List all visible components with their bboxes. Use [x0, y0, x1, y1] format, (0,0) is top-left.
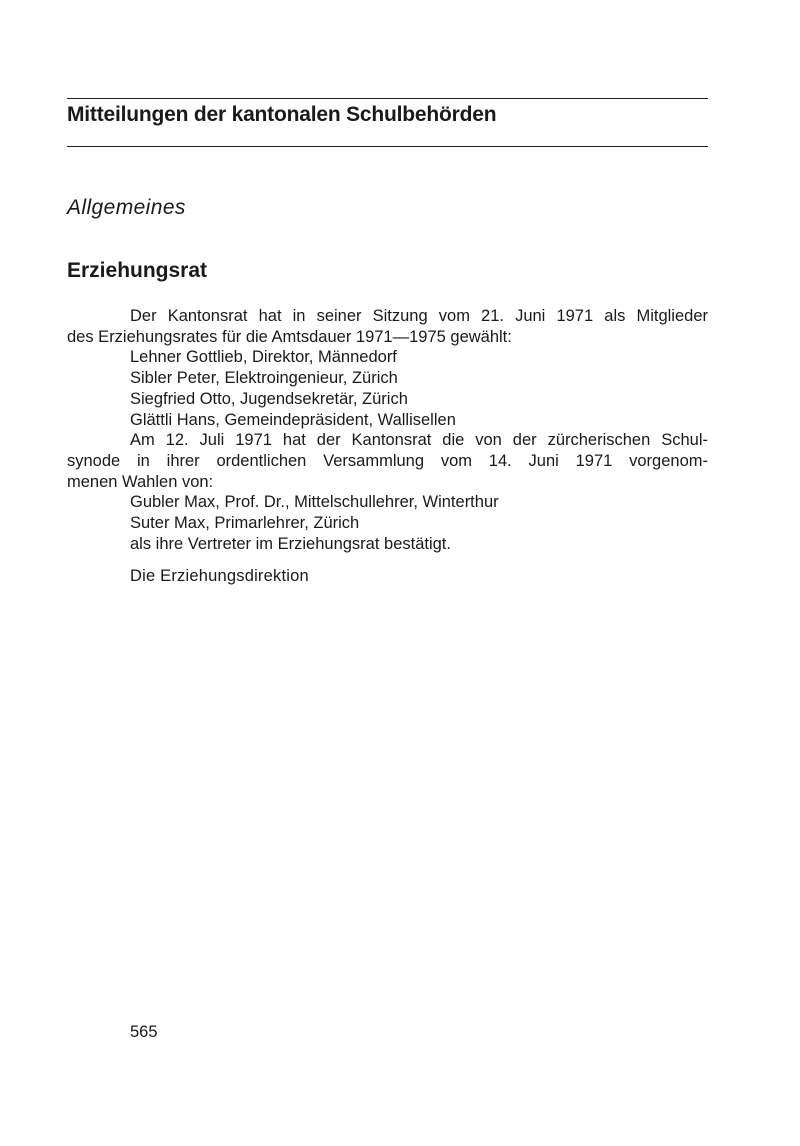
header-rule-top: [67, 98, 708, 99]
body-line: Am 12. Juli 1971 hat der Kantonsrat die von der zürcherischen Schul-: [130, 431, 708, 450]
section-label: Allgemeines: [67, 196, 186, 219]
header-title: Mitteilungen der kantonalen Schulbehörden: [67, 103, 497, 126]
member-line: Glättli Hans, Gemeindepräsident, Wallisellen: [130, 410, 456, 429]
body-line: menen Wahlen von:: [67, 472, 214, 491]
header-rule-bottom: [67, 146, 708, 147]
member-line: Suter Max, Primarlehrer, Zürich: [130, 514, 360, 533]
page-number: 565: [130, 1023, 158, 1041]
body-text: [67, 306, 708, 554]
member-line: Gubler Max, Prof. Dr., Mittelschullehrer, Winterthur: [130, 493, 499, 512]
member-line: Sibler Peter, Elektroingenieur, Zürich: [130, 369, 398, 388]
body-line: synode in ihrer ordentlichen Versammlung vom 14. Juni 1971 vorgenom-: [67, 451, 708, 470]
body-line: als ihre Vertreter im Erziehungsrat bestätigt.: [130, 534, 451, 553]
section-heading: Erziehungsrat: [67, 259, 208, 282]
body-line: des Erziehungsrates für die Amtsdauer 1971—1975 gewählt:: [67, 327, 512, 346]
signature: Die Erziehungsdirektion: [130, 567, 309, 585]
member-line: Siegfried Otto, Jugendsekretär, Zürich: [130, 389, 408, 408]
body-line: Der Kantonsrat hat in seiner Sitzung vom 21. Juni 1971 als Mitglieder: [130, 307, 708, 325]
member-line: Lehner Gottlieb, Direktor, Männedorf: [130, 348, 397, 367]
